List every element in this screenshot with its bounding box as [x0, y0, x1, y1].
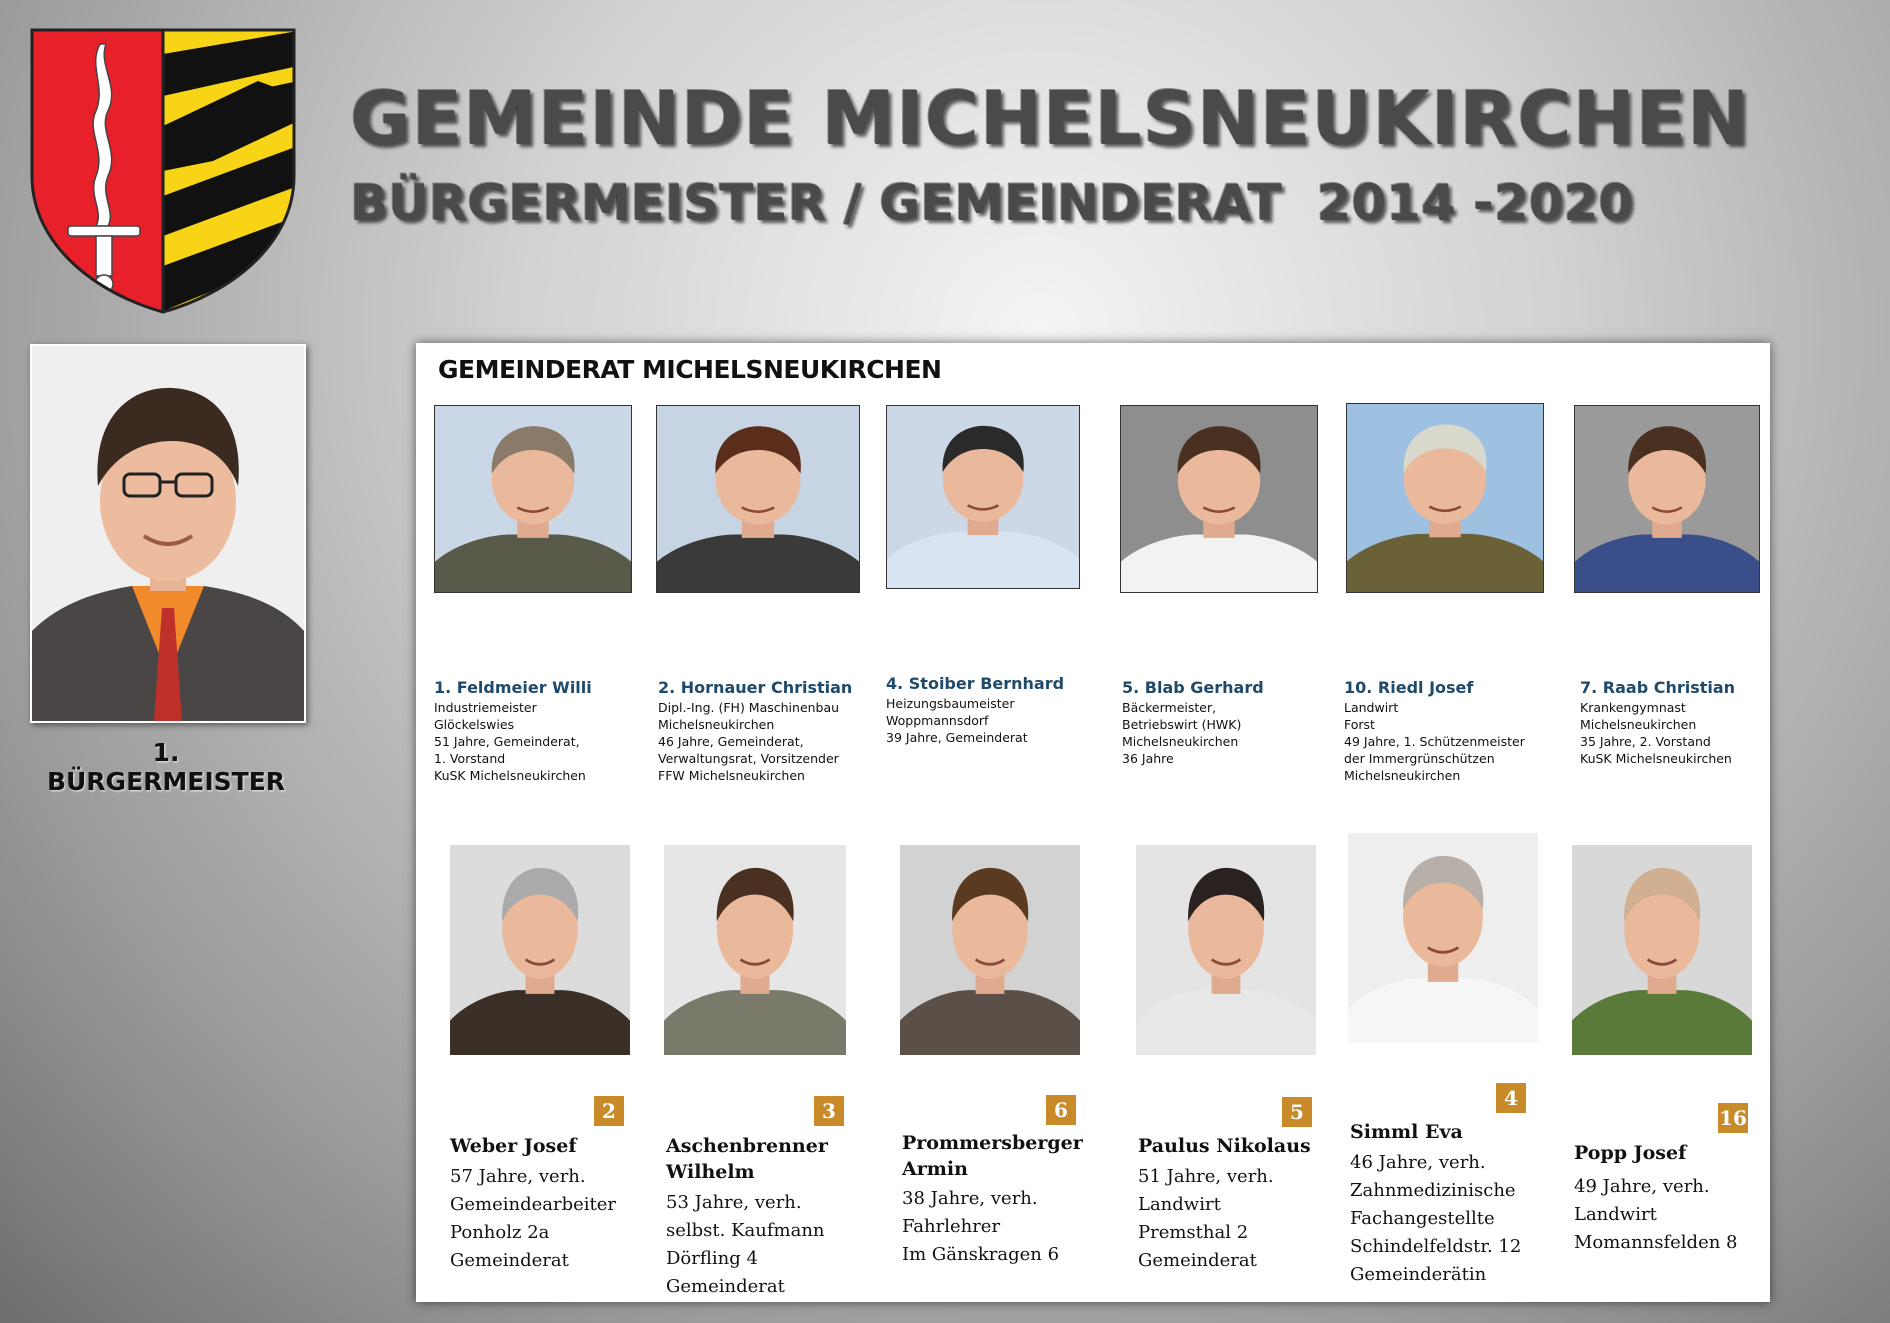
member-photo [664, 845, 846, 1055]
portrait-image [1575, 406, 1759, 592]
portrait-image [900, 845, 1080, 1055]
sheet-title: GEMEINDERAT MICHELSNEUKIRCHEN [438, 355, 942, 384]
member-details: 38 Jahre, verh. Fahrlehrer Im Gänskragen 6 [902, 1188, 1060, 1265]
header [350, 76, 1751, 232]
portrait-image [1121, 406, 1317, 592]
portrait-image [1572, 845, 1752, 1055]
member-photo [1574, 405, 1760, 593]
member-details: Bäckermeister, Betriebswirt (HWK) Michelsneukirchen 36 Jahre [1122, 700, 1242, 766]
list-number-badge: 6 [1046, 1095, 1076, 1125]
mayor-photo [30, 344, 306, 723]
member-name: Simml Eva [1350, 1121, 1463, 1143]
member-name: 7. Raab Christian [1580, 678, 1736, 697]
portrait-image [1348, 833, 1538, 1043]
list-number-badge: 16 [1718, 1103, 1748, 1133]
mayor-caption: 1. BÜRGERMEISTER [46, 738, 286, 796]
member-name: Aschenbrenner Wilhelm [666, 1135, 828, 1183]
member-details: 57 Jahre, verh. Gemeindearbeiter Ponholz 2a Gemeinderat [450, 1166, 617, 1271]
portrait-image [1136, 845, 1316, 1055]
member-name: Prommersberger Armin [902, 1132, 1083, 1180]
member-details: 51 Jahre, verh. Landwirt Premsthal 2 Gemeinderat [1138, 1166, 1274, 1271]
coat-of-arms-icon [28, 26, 298, 316]
member-photo [450, 845, 630, 1055]
portrait-image [450, 845, 630, 1055]
member-name: Weber Josef [450, 1135, 577, 1157]
member-name: Popp Josef [1574, 1142, 1687, 1164]
member-details: 49 Jahre, verh. Landwirt Momannsfelden 8 [1574, 1176, 1738, 1253]
member-photo [656, 405, 860, 593]
council-sheet [416, 343, 1770, 1302]
member-name: 2. Hornauer Christian [658, 678, 853, 697]
list-number-badge: 2 [594, 1096, 624, 1126]
list-number-badge: 4 [1496, 1083, 1526, 1113]
member-details: 46 Jahre, verh. Zahnmedizinische Fachangestellte Schindelfeldstr. 12 Gemeinderätin [1350, 1152, 1522, 1285]
member-details: Heizungsbaumeister Woppmannsdorf 39 Jahre, Gemeinderat [886, 696, 1028, 745]
member-photo [1348, 833, 1538, 1043]
member-photo [1346, 403, 1544, 593]
portrait-image [1347, 404, 1543, 592]
member-photo [434, 405, 632, 593]
mayor-portrait-image [32, 346, 304, 721]
portrait-image [657, 406, 859, 592]
member-photo [1136, 845, 1316, 1055]
member-details: 53 Jahre, verh. selbst. Kaufmann Dörfling 4 Gemeinderat [666, 1192, 825, 1297]
portrait-image [664, 845, 846, 1055]
member-details: Industriemeister Glöckelswies 51 Jahre, Gemeinderat, 1. Vorstand KuSK Michelsneukirchen [434, 700, 586, 783]
member-photo [900, 845, 1080, 1055]
member-name: 5. Blab Gerhard [1122, 678, 1264, 697]
member-details: Dipl.-Ing. (FH) Maschinenbau Michelsneukirchen 46 Jahre, Gemeinderat, Verwaltungsrat, Vorsitzender FFW Michelsneukirchen [658, 700, 840, 783]
page-subtitle: BÜRGERMEISTER / GEMEINDERAT 2014 -2020 [350, 174, 1634, 232]
member-details: Landwirt Forst 49 Jahre, 1. Schützenmeister der Immergrünschützen Michelsneukirchen [1344, 700, 1525, 783]
member-details: Krankengymnast Michelsneukirchen 35 Jahre, 2. Vorstand KuSK Michelsneukirchen [1580, 700, 1732, 766]
portrait-image [887, 406, 1079, 588]
list-number-badge: 3 [814, 1096, 844, 1126]
member-name: 4. Stoiber Bernhard [886, 674, 1065, 693]
list-number-badge: 5 [1282, 1097, 1312, 1127]
member-photo [1120, 405, 1318, 593]
member-name: Paulus Nikolaus [1138, 1135, 1311, 1157]
portrait-image [435, 406, 631, 592]
member-photo [1572, 845, 1752, 1055]
member-name: 1. Feldmeier Willi [434, 678, 592, 697]
member-photo [886, 405, 1080, 589]
page-title: GEMEINDE MICHELSNEUKIRCHEN [350, 76, 1751, 162]
member-name: 10. Riedl Josef [1344, 678, 1474, 697]
